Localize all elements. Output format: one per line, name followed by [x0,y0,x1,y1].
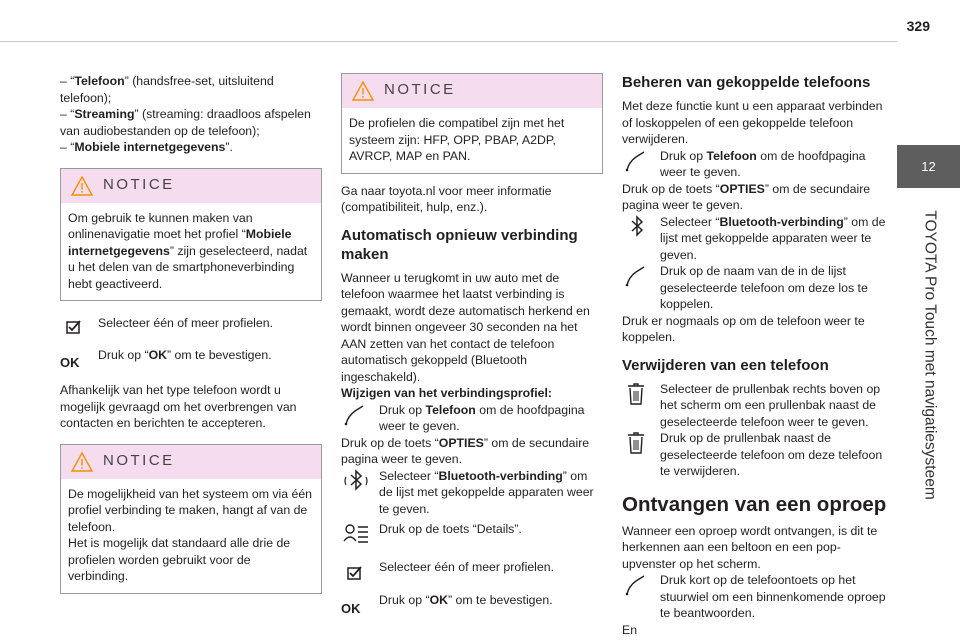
step-trash: Selecteer de prullenbak rechts boven op het scherm om een prullenbak naast de geselecteerde telefoon weer te geven. [622,381,890,431]
notice-box [60,168,322,302]
notice-text: Om gebruik te kunnen maken van onlinenavigatie moet het profiel “Mobiele internetgegevens” zijn geselecteerd, nadat u het delen van de smartphoneverbinding hebt geactiveerd. [68,210,308,291]
column-1 [60,73,322,594]
paragraph: Druk er nogmaals op om de telefoon weer te koppelen. [622,313,865,344]
paragraph: Afhankelijk van het type telefoon wordt u mogelijk gevraagd om het overbrengen van contacten en berichten te accepteren. [60,383,297,430]
notice-label: NOTICE [103,451,175,469]
notice-text: De mogelijkheid van het systeem om via één profiel verbinding te maken, hangt af van de telefoon. Het is mogelijk dat standaard alle drie de profielen worden gebruikt voor de verbinding. [68,486,313,583]
notice-label: NOTICE [384,81,456,98]
warning-icon [71,176,93,196]
list-item: – “Mobiele internetgegevens”. [60,140,233,154]
notice-header [342,74,602,108]
step-answer-call: Druk kort op de telefoontoets op het stuurwiel om een binnenkomende oproep te beantwoorden. [622,572,890,622]
subheading: Wijzigen van het verbindingsprofiel: [341,386,553,400]
paragraph: Wanneer u terugkomt in uw auto met de telefoon waarmee het laatst verbinding is gemaakt, wordt deze automatisch herkend en wordt binnen ongeveer 30 seconden na het AAN zetten van het contact de telefoon automatisch gekoppeld (Bluetooth ingeschakeld). [341,270,590,384]
step-press-phone: Druk op Telefoon om de hoofdpagina weer te geven. [622,148,890,181]
step-confirm-ok: OK Druk op “OK” om te bevestigen. [341,592,603,620]
column-3 [622,73,890,638]
ok-icon: OK [60,355,80,370]
paragraph: Met deze functie kunt u een apparaat verbinden of loskoppelen of een gekoppelde telefoon verwijderen. [622,99,883,146]
paragraph: Druk op de toets “OPTIES” om de secundaire pagina weer te geven. [341,435,590,466]
step-select-profiles: Selecteer één of meer profielen. [341,559,603,587]
page-number: 329 [906,18,930,34]
stylus-icon [622,263,652,289]
paragraph: Ga naar toyota.nl voor meer informatie (compatibiliteit, hulp, enz.). [341,183,552,214]
bluetooth-icon [341,468,371,494]
bluetooth-icon [622,214,652,240]
stylus-icon [341,402,371,428]
stylus-icon [622,572,652,598]
ok-icon: OK [341,601,361,616]
stylus-icon [622,148,652,174]
checklist-icon [60,315,90,341]
notice-header [61,445,321,479]
trash-icon [622,430,652,456]
section-heading: Automatisch opnieuw verbinding maken [341,226,578,263]
step-details: Druk op de toets “Details”. [341,521,603,551]
chapter-tab[interactable]: 12 [897,145,960,188]
trash-icon [622,381,652,407]
paragraph: Wanneer een oproep wordt ontvangen, is dit te herkennen aan een beltoon en een pop-upvenster op het scherm. [622,523,878,571]
step-bluetooth: Selecteer “Bluetooth-verbinding” om de lijst met gekoppelde apparaten weer te geven. [622,214,890,264]
step-select-profiles: Selecteer één of meer profielen. [60,315,322,341]
notice-label: NOTICE [103,175,175,193]
step-bluetooth: Selecteer “Bluetooth-verbinding” om de lijst met gekoppelde apparaten weer te geven. [341,468,603,518]
warning-icon [352,81,374,101]
paragraph: En [622,622,638,637]
list-item: – “Streaming” (streaming: draadloos afspelen van audiobestanden op de telefoon); [60,107,311,138]
chapter-title: TOYOTA Pro Touch met navigatiesysteem [920,210,938,500]
notice-header [61,169,321,203]
column-2 [341,73,603,620]
step-confirm-ok: OK Druk op “OK” om te bevestigen. [60,347,322,373]
notice-box [60,444,322,594]
step-trash: Druk op de prullenbak naast de geselecteerde telefoon om deze telefoon te verwijderen. [622,430,890,480]
details-list-icon [341,521,371,547]
section-heading-large: Ontvangen van een oproep [622,492,887,516]
warning-icon [71,452,93,472]
section-heading: Verwijderen van een telefoon [622,356,829,374]
step-press-phone: Druk op Telefoon om de hoofdpagina weer te geven. [341,402,603,435]
step-disconnect: Druk op de naam van de in de lijst geselecteerde telefoon om deze los te koppelen. [622,263,890,313]
header-rule [0,41,897,42]
checklist-icon [341,559,371,585]
paragraph: Druk op de toets “OPTIES” om de secundaire pagina weer te geven. [622,181,871,212]
notice-box [341,73,603,174]
list-item: – “Telefoon” (handsfree-set, uitsluitend telefoon); [60,74,274,105]
section-heading: Beheren van gekoppelde telefoons [622,74,871,91]
notice-text: De profielen die compatibel zijn met het systeem zijn: HFP, OPP, PBAP, A2DP, AVRCP, MAP en PAN. [349,116,565,163]
